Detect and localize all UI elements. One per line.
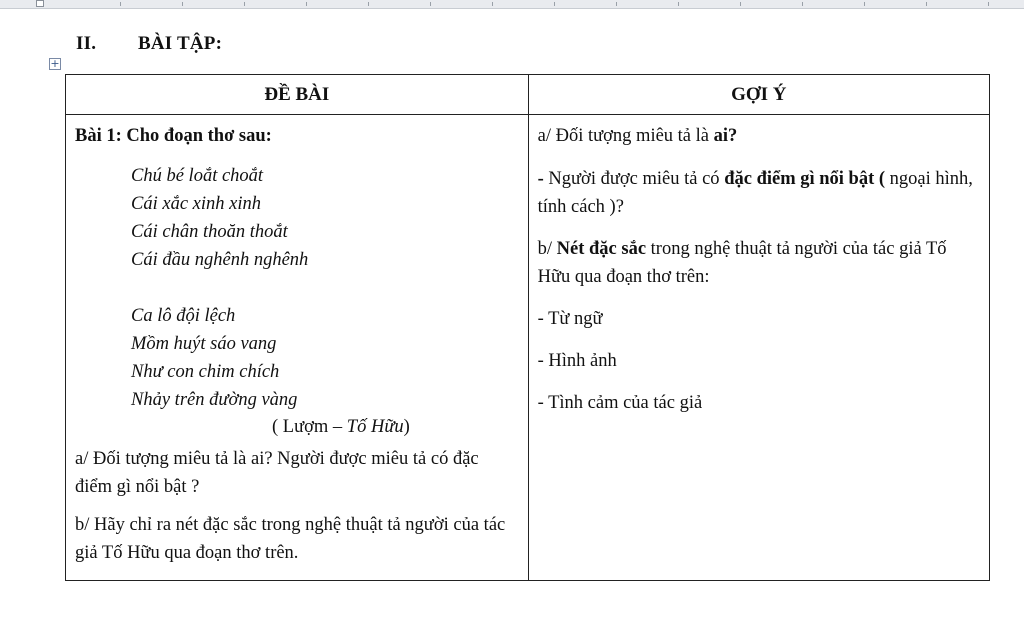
poem-line: Chú bé loắt choắt <box>131 166 264 186</box>
poem-credit <box>272 414 520 441</box>
hint-b-prefix: b/ <box>537 239 557 259</box>
list-item: - Hình ảnh <box>537 351 617 371</box>
hint-person-dash: - <box>537 169 549 189</box>
hint-cell <box>528 115 989 581</box>
poem <box>131 162 520 414</box>
credit-title: ( Lượm – <box>272 417 347 437</box>
credit-author: Tố Hữu <box>346 417 404 437</box>
ruler <box>0 0 1024 9</box>
header-de-bai: ĐỀ BÀI <box>66 75 529 115</box>
table-row <box>66 115 990 581</box>
poem-line: Cái xắc xinh xinh <box>131 194 261 214</box>
hint-person-bold: đặc điểm gì nổi bật ( <box>724 169 886 189</box>
hint-b <box>538 235 981 291</box>
exercise-cell <box>66 115 529 581</box>
question-a: a/ Đối tượng miêu tả là ai? Người được miêu tả có đặc điểm gì nổi bật ? <box>75 449 479 497</box>
exercise-table <box>65 74 990 581</box>
table-header-row <box>66 75 990 115</box>
hint-person-text-end: ngoại hình, tính cách )? <box>537 169 973 217</box>
credit-close: ) <box>403 417 410 437</box>
hint-b-text: trong nghệ thuật tả người của tác giả Tố Hữu qua đoạn thơ trên: <box>537 239 947 287</box>
poem-line: Như con chim chích <box>131 362 280 382</box>
poem-line: Mồm huýt sáo vang <box>131 334 277 354</box>
poem-line: Cái chân thoăn thoắt <box>131 222 288 242</box>
list-item: - Từ ngữ <box>537 309 603 329</box>
poem-line: Cái đầu nghênh nghênh <box>131 250 309 270</box>
hint-person-text: Người được miêu tả có <box>548 169 725 189</box>
table-move-handle-icon[interactable]: + <box>50 57 60 70</box>
exercise-label: Bài 1: Cho đoạn thơ sau: <box>75 126 272 146</box>
section-title: BÀI TẬP: <box>138 33 223 54</box>
section-heading <box>76 33 222 55</box>
hint-a-bold: ai? <box>713 126 738 146</box>
hint-a <box>538 123 981 150</box>
ruler-indent-marker[interactable] <box>36 0 44 7</box>
poem-line: Ca lô đội lệch <box>131 306 236 326</box>
section-number: II. <box>76 33 97 54</box>
list-item: - Tình cảm của tác giả <box>537 393 703 413</box>
hint-a-text: a/ Đối tượng miêu tả là <box>537 126 714 146</box>
poem-line: Nhảy trên đường vàng <box>131 390 298 410</box>
hint-b-bold: Nét đặc sắc <box>556 239 647 259</box>
header-goi-y: GỢI Ý <box>528 75 989 115</box>
question-b: b/ Hãy chỉ ra nét đặc sắc trong nghệ thuật tả người của tác giả Tố Hữu qua đoạn thơ trên. <box>75 515 506 563</box>
hint-person <box>538 165 981 221</box>
